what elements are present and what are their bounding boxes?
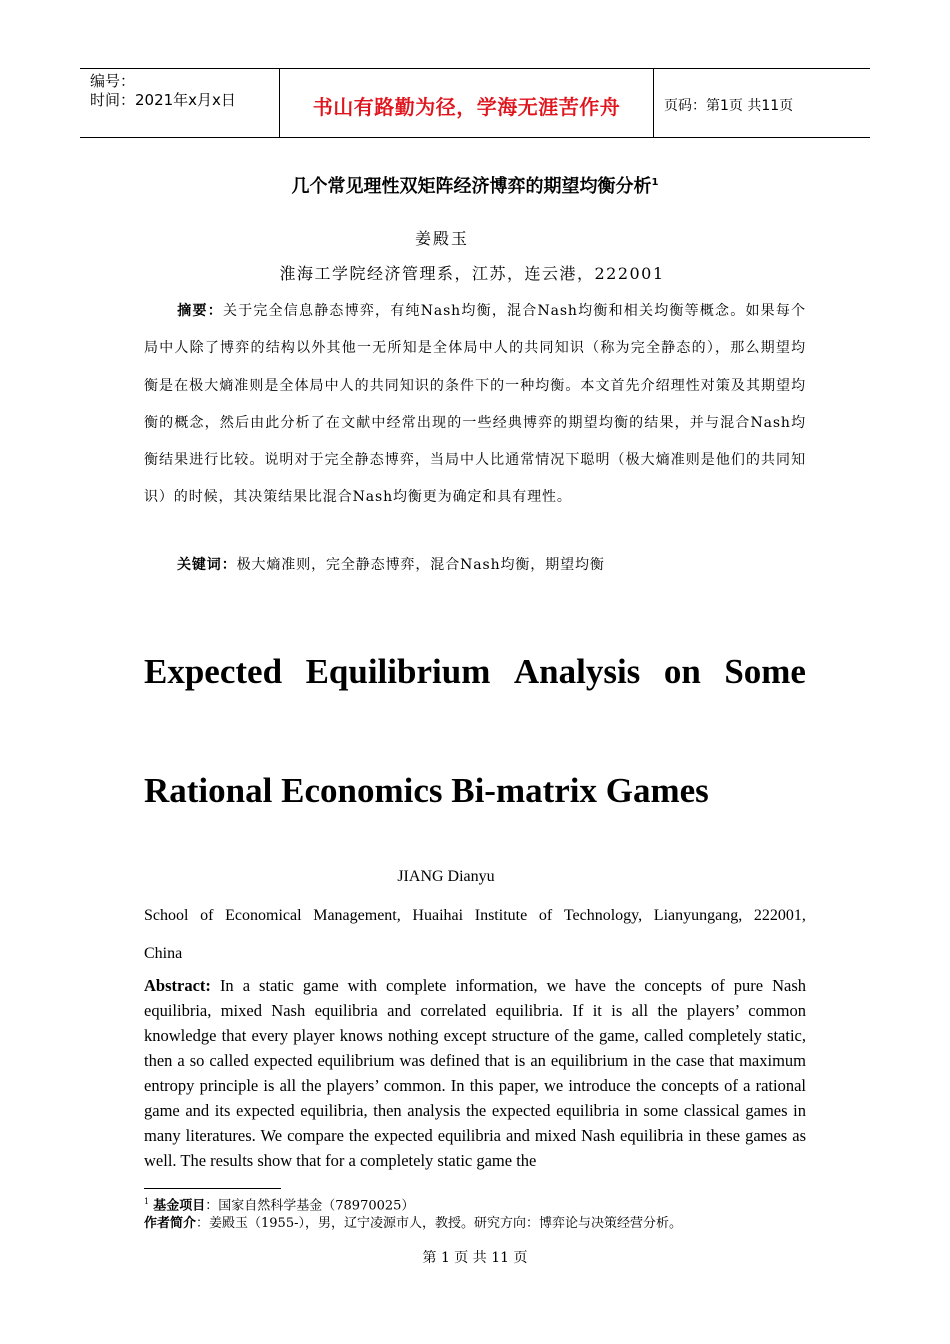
number-label: 编号： <box>90 72 136 90</box>
english-affiliation <box>144 897 806 972</box>
affil-word: of <box>200 907 214 924</box>
english-title-line1 <box>144 612 806 731</box>
fund-text: ：国家自然科学基金（78970025） <box>205 1198 415 1214</box>
header-motto-cell <box>280 69 654 137</box>
chinese-author: 姜殿玉 <box>414 229 469 248</box>
footnote-divider <box>144 1188 281 1189</box>
footnote <box>144 1193 682 1233</box>
header-meta <box>80 69 280 137</box>
title-word: on <box>663 652 701 691</box>
chinese-abstract <box>144 293 806 517</box>
affil-word: Huaihai <box>412 907 464 924</box>
affil-word: 222001, <box>753 907 806 924</box>
affil-word: School <box>144 907 189 924</box>
chinese-abstract-text: 关于完全信息静态博弈，有纯Nash均衡，混合Nash均衡和相关均衡等概念。如果每个局中人除了博弈的结构以外其他一无所知是全体局中人的共同知识（称为完全静态的），那么期望均衡是在极大熵准则是全体局中人的共同知识的条件下的一种均衡。本文首先介绍理性对策及其期望均衡的概念，然后由此分析了在文献中经常出现的一些经典博弈的期望均衡的结果，并与混合Nash均衡结果进行比较。说明对于完全静态博弈，当局中人比通常情况下聪明（极大熵准则是他们的共同知识）的时候，其决策结果比混合Nash均衡更为确定和具有理性。 <box>144 303 807 506</box>
date-label: 时间：2021年x月x日 <box>90 91 236 109</box>
title-word: Some <box>724 652 806 691</box>
chinese-keywords-label: 关键词： <box>177 557 237 573</box>
chinese-keywords-text: 极大熵准则，完全静态博弈，混合Nash均衡，期望均衡 <box>236 557 605 573</box>
chinese-affiliation: 淮海工学院经济管理系，江苏，连云港，222001 <box>279 264 665 283</box>
english-affiliation-line2: China <box>144 944 183 962</box>
title-footnote-mark: 1 <box>651 177 659 188</box>
title-word: Analysis <box>513 652 641 691</box>
affil-word: Technology, <box>563 907 643 924</box>
chinese-title-text: 几个常见理性双矩阵经济博弈的期望均衡分析 <box>291 176 652 197</box>
chinese-title <box>0 172 950 198</box>
affil-word: Management, <box>313 907 401 924</box>
english-author: JIANG Dianyu <box>397 868 495 885</box>
affil-word: Institute <box>474 907 528 924</box>
affil-word: Lianyungang, <box>653 907 743 924</box>
footnote-bio <box>144 1215 682 1233</box>
bio-text: ：姜殿玉（1955-），男，辽宁凌源市人，教授。研究方向：博弈论与决策经营分析。 <box>196 1216 682 1232</box>
header-page-info: 页码：第1页 共11页 <box>664 97 794 114</box>
page-header <box>80 68 870 138</box>
english-affiliation-line1 <box>144 897 806 935</box>
page-number: 第 1 页 共 11 页 <box>422 1250 528 1266</box>
english-abstract-text: In a static game with complete information, we have the concepts of pure Nash equilibria, mixed Nash equilibria and correlated equilibria. If it is all the players’ common knowledge that every player knows nothing except structure of the game, called completely static, then a so called expected equilibrium was defined that is an equilibrium in the case that maximum entropy principle is all the players’ common. In this paper, we introduce the concepts of a rational game and its expected equilibria, then analysis the expected equilibria in some classical games in many literatures. We compare the expected equilibria and mixed Nash equilibria in these games as well. The results show that for a completely static game the <box>144 976 806 1170</box>
bio-label: 作者简介 <box>144 1216 197 1232</box>
title-word: Expected <box>144 652 283 691</box>
footnote-mark: 1 <box>144 1197 150 1206</box>
chinese-abstract-label: 摘要： <box>177 303 223 319</box>
english-abstract-label: Abstract: <box>144 976 211 995</box>
affil-word: of <box>538 907 553 924</box>
english-title-line2: Rational Economics Bi-matrix Games <box>144 771 709 810</box>
footnote-fund <box>144 1193 682 1215</box>
english-abstract <box>144 973 806 1173</box>
fund-label: 基金项目 <box>153 1198 206 1214</box>
chinese-keywords <box>177 554 605 574</box>
header-motto: 书山有路勤为径，学海无涯苦作舟 <box>312 94 621 119</box>
english-title <box>144 612 806 850</box>
affil-word: Economical <box>225 907 302 924</box>
title-word: Equilibrium <box>305 652 491 691</box>
